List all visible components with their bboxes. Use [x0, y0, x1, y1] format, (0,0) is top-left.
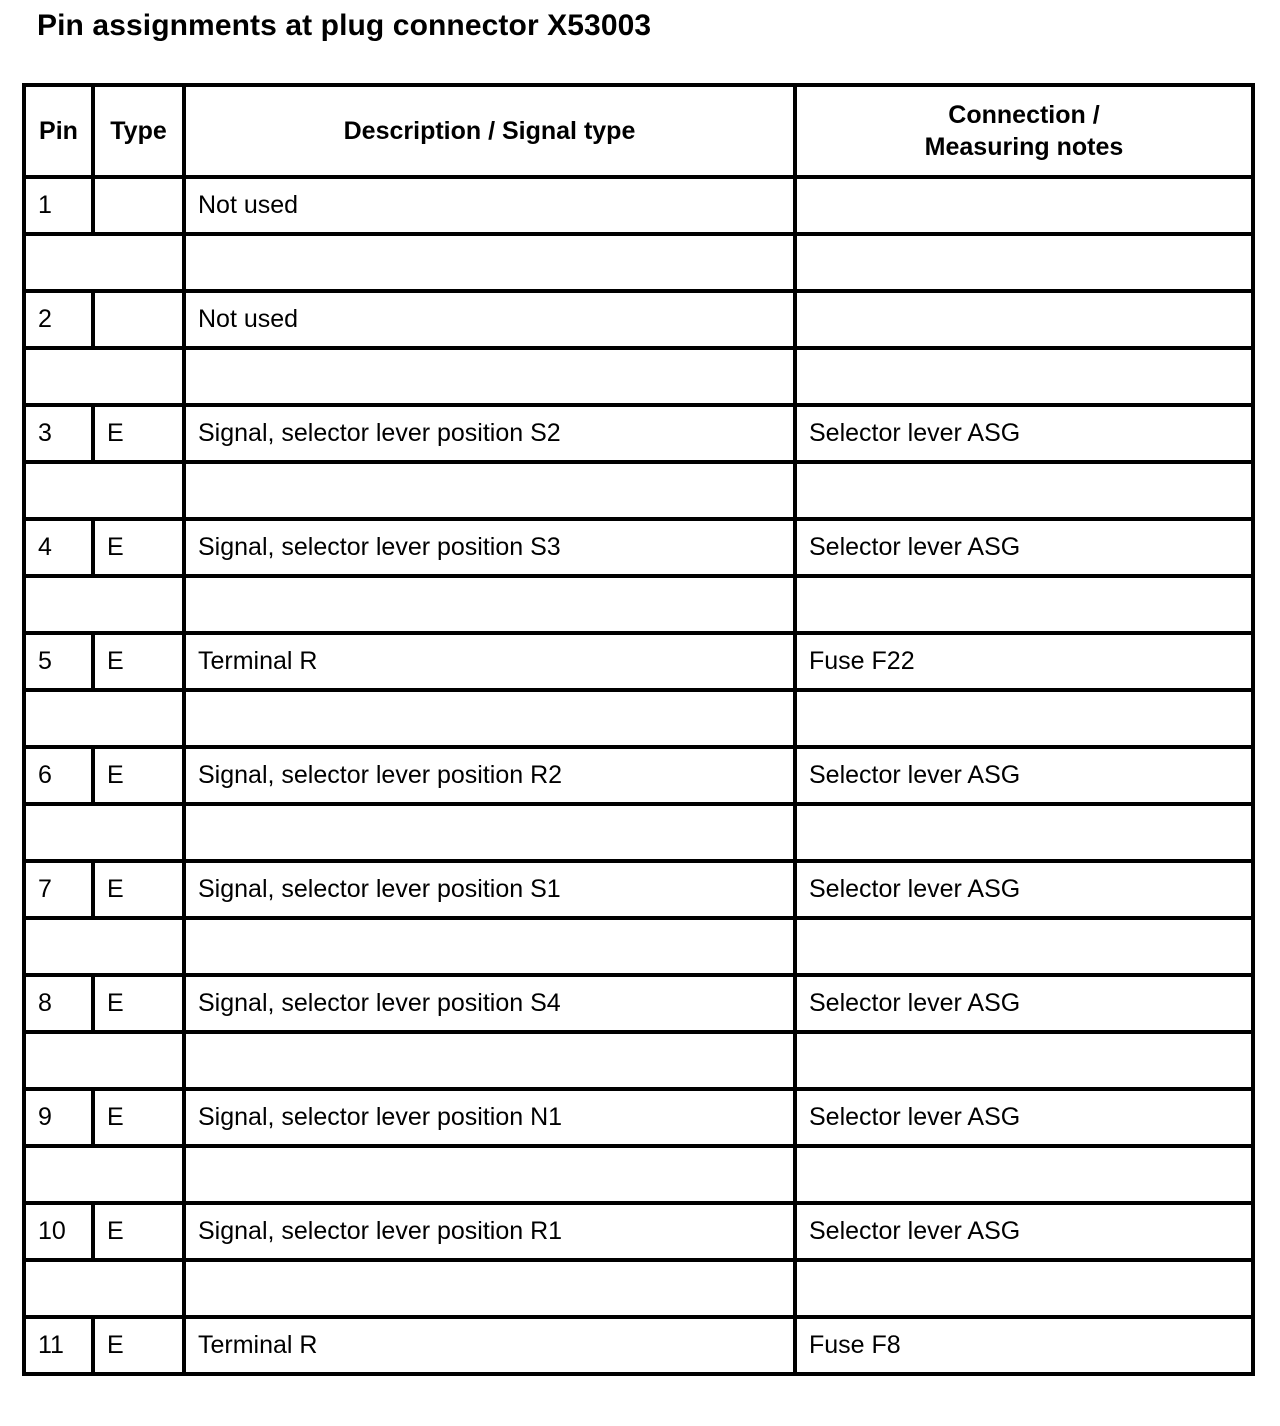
connection-cell [795, 291, 1253, 348]
spacer-cell-pin-type [24, 918, 184, 975]
spacer-row [24, 918, 1253, 975]
spacer-cell-connection [795, 1032, 1253, 1089]
description-cell: Signal, selector lever position S2 [184, 405, 795, 462]
spacer-cell-pin-type [24, 1146, 184, 1203]
description-cell: Signal, selector lever position R1 [184, 1203, 795, 1260]
spacer-cell-connection [795, 690, 1253, 747]
type-cell: E [93, 1089, 184, 1146]
connection-cell: Selector lever ASG [795, 519, 1253, 576]
type-cell: E [93, 633, 184, 690]
spacer-cell-description [184, 804, 795, 861]
table-row [24, 861, 1253, 918]
spacer-cell-pin-type [24, 234, 184, 291]
header-connection [795, 85, 1253, 177]
connection-cell: Selector lever ASG [795, 747, 1253, 804]
spacer-cell-pin-type [24, 804, 184, 861]
spacer-cell-connection [795, 1260, 1253, 1317]
spacer-cell-connection [795, 234, 1253, 291]
pin-cell: 9 [24, 1089, 93, 1146]
table-row [24, 1089, 1253, 1146]
table-row [24, 177, 1253, 234]
table-row [24, 519, 1253, 576]
spacer-cell-description [184, 234, 795, 291]
description-cell: Not used [184, 177, 795, 234]
pin-cell: 3 [24, 405, 93, 462]
spacer-cell-description [184, 690, 795, 747]
pin-cell: 2 [24, 291, 93, 348]
spacer-cell-pin-type [24, 690, 184, 747]
spacer-cell-description [184, 462, 795, 519]
header-connection-line2: Measuring notes [924, 133, 1124, 161]
connection-cell: Selector lever ASG [795, 1089, 1253, 1146]
spacer-cell-connection [795, 918, 1253, 975]
description-cell: Signal, selector lever position S1 [184, 861, 795, 918]
spacer-row [24, 804, 1253, 861]
spacer-cell-pin-type [24, 1260, 184, 1317]
table-row [24, 975, 1253, 1032]
spacer-row [24, 1260, 1253, 1317]
description-cell: Signal, selector lever position S4 [184, 975, 795, 1032]
spacer-cell-description [184, 1146, 795, 1203]
spacer-cell-description [184, 348, 795, 405]
spacer-row [24, 576, 1253, 633]
pin-cell: 7 [24, 861, 93, 918]
spacer-cell-connection [795, 462, 1253, 519]
spacer-cell-connection [795, 1146, 1253, 1203]
connection-cell: Fuse F22 [795, 633, 1253, 690]
spacer-cell-pin-type [24, 576, 184, 633]
connection-cell: Selector lever ASG [795, 405, 1253, 462]
spacer-row [24, 1032, 1253, 1089]
spacer-cell-description [184, 1032, 795, 1089]
pin-cell: 6 [24, 747, 93, 804]
table-header-row [24, 85, 1253, 177]
spacer-cell-connection [795, 804, 1253, 861]
pin-cell: 8 [24, 975, 93, 1032]
table-row [24, 633, 1253, 690]
table-body [24, 177, 1253, 1374]
connection-cell: Fuse F8 [795, 1317, 1253, 1374]
connection-cell: Selector lever ASG [795, 975, 1253, 1032]
connection-cell: Selector lever ASG [795, 1203, 1253, 1260]
spacer-row [24, 234, 1253, 291]
spacer-cell-pin-type [24, 348, 184, 405]
connection-cell: Selector lever ASG [795, 861, 1253, 918]
table-row [24, 747, 1253, 804]
spacer-row [24, 1146, 1253, 1203]
pin-cell: 11 [24, 1317, 93, 1374]
description-cell: Signal, selector lever position R2 [184, 747, 795, 804]
description-cell: Signal, selector lever position N1 [184, 1089, 795, 1146]
pin-cell: 1 [24, 177, 93, 234]
description-cell: Terminal R [184, 633, 795, 690]
header-connection-line1: Connection / [948, 101, 1100, 129]
spacer-cell-pin-type [24, 1032, 184, 1089]
table-row [24, 405, 1253, 462]
page-title: Pin assignments at plug connector X53003 [37, 9, 652, 42]
type-cell: E [93, 405, 184, 462]
spacer-row [24, 690, 1253, 747]
type-cell: E [93, 861, 184, 918]
pin-assignment-table [22, 83, 1255, 1376]
pin-cell: 10 [24, 1203, 93, 1260]
type-cell: E [93, 1203, 184, 1260]
table-row [24, 291, 1253, 348]
spacer-cell-connection [795, 348, 1253, 405]
table-row [24, 1203, 1253, 1260]
spacer-cell-description [184, 1260, 795, 1317]
spacer-cell-connection [795, 576, 1253, 633]
type-cell: E [93, 747, 184, 804]
type-cell [93, 291, 184, 348]
header-description: Description / Signal type [184, 85, 795, 177]
spacer-cell-description [184, 918, 795, 975]
description-cell: Not used [184, 291, 795, 348]
type-cell [93, 177, 184, 234]
spacer-row [24, 348, 1253, 405]
type-cell: E [93, 1317, 184, 1374]
type-cell: E [93, 975, 184, 1032]
connection-cell [795, 177, 1253, 234]
header-pin: Pin [24, 85, 93, 177]
description-cell: Signal, selector lever position S3 [184, 519, 795, 576]
type-cell: E [93, 519, 184, 576]
spacer-row [24, 462, 1253, 519]
spacer-cell-description [184, 576, 795, 633]
pin-cell: 4 [24, 519, 93, 576]
spacer-cell-pin-type [24, 462, 184, 519]
description-cell: Terminal R [184, 1317, 795, 1374]
pin-cell: 5 [24, 633, 93, 690]
header-type: Type [93, 85, 184, 177]
table-row [24, 1317, 1253, 1374]
